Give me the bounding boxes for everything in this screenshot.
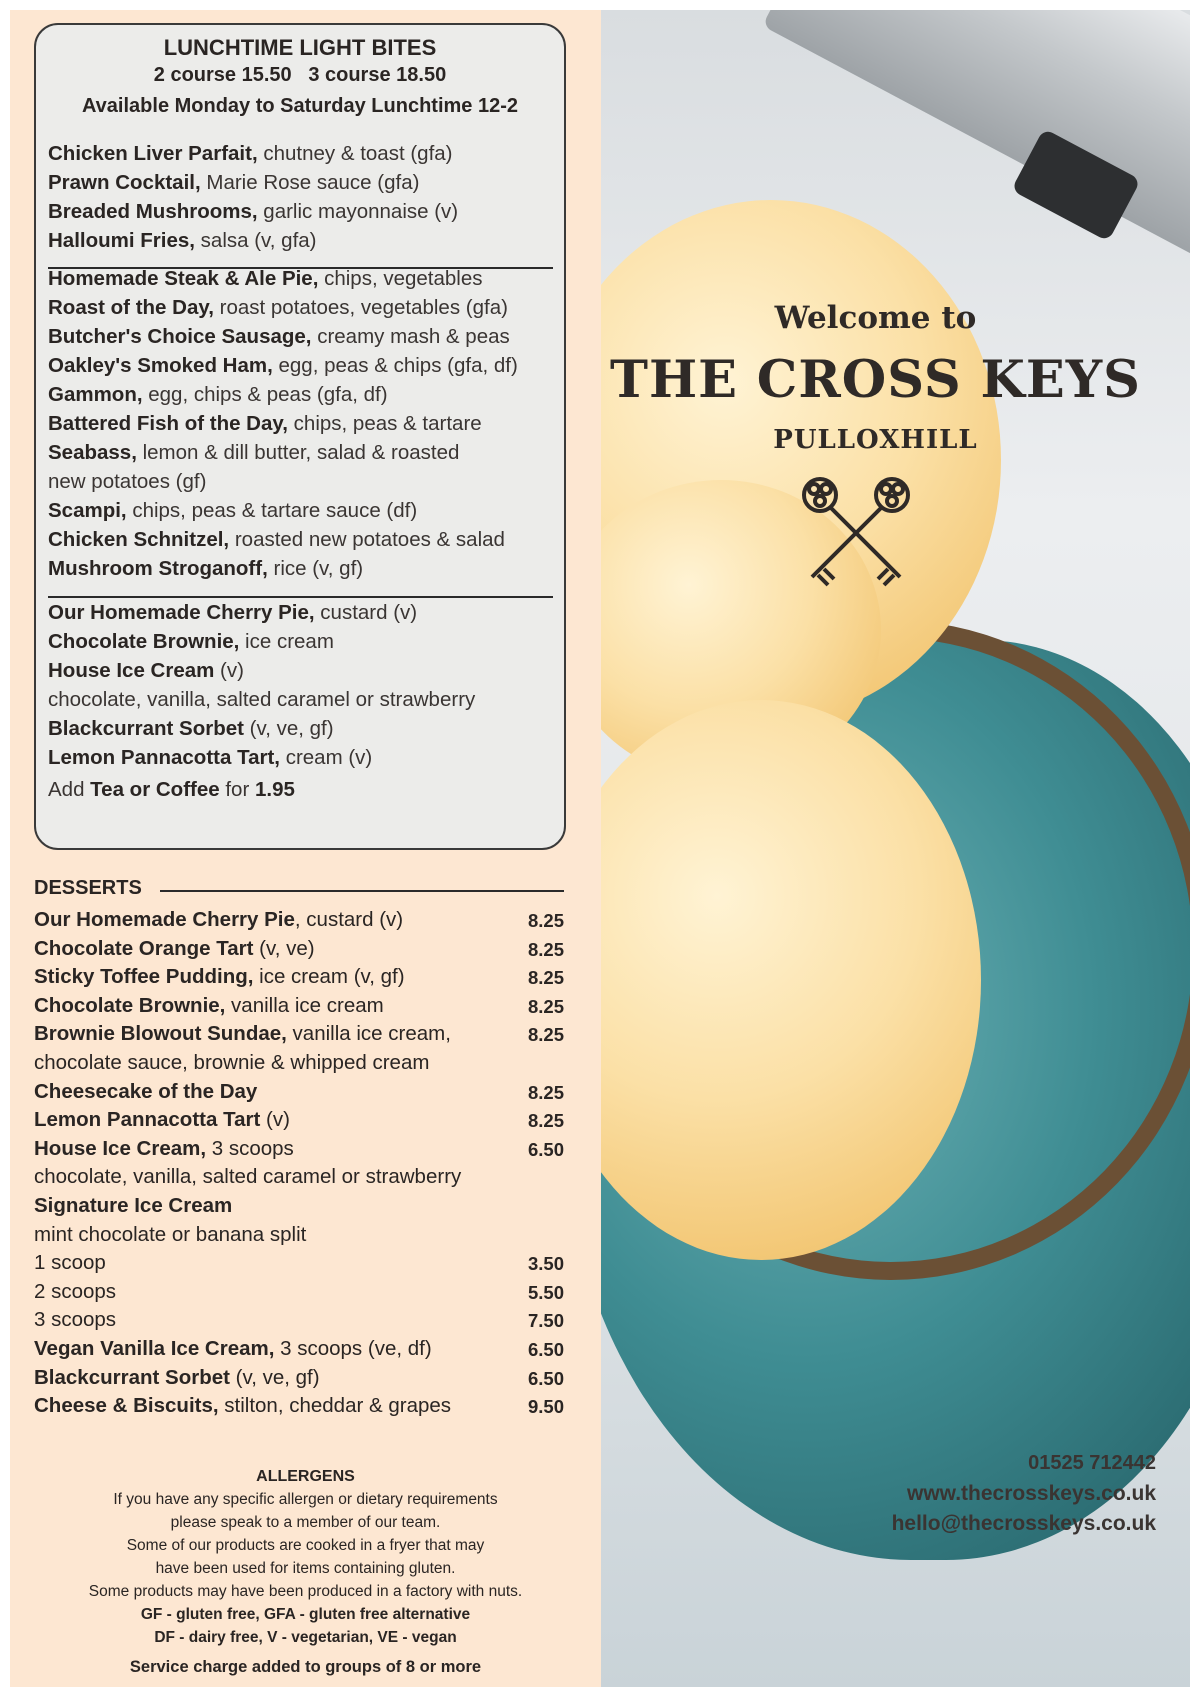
allergen-line: Some of our products are cooked in a fryer that may <box>126 1537 485 1554</box>
lunch-prices: 2 course 15.50 3 course 18.50 <box>153 64 447 86</box>
allergen-line: have been used for items containing gluten. <box>155 1560 456 1577</box>
allergen-line: If you have any specific allergen or dietary requirements <box>113 1491 498 1508</box>
dessert-name: House Ice Cream, <box>34 1136 207 1160</box>
dessert-item <box>34 1308 116 1332</box>
menu-panel <box>10 10 601 1687</box>
dietary-key: DF - dairy free, V - vegetarian, VE - vegan <box>154 1629 457 1646</box>
dessert-name: Chocolate Orange Tart <box>34 936 254 960</box>
lunch-item: Halloumi Fries, salsa (v, gfa) <box>48 229 317 252</box>
dessert-item <box>34 1223 306 1247</box>
pub-name: THE CROSS KEYS <box>610 350 1141 410</box>
dessert-price: 8.25 <box>528 1110 565 1132</box>
lunch-item: Seabass, lemon & dill butter, salad & roasted <box>48 441 460 464</box>
dessert-price: 8.25 <box>528 938 565 960</box>
dessert-description: 3 scoops <box>34 1308 117 1332</box>
lunch-item: new potatoes (gf) <box>48 470 207 493</box>
dessert-item <box>34 1165 461 1189</box>
dessert-price: 8.25 <box>528 995 565 1017</box>
menu-page <box>10 10 1190 1687</box>
dessert-name: Sticky Toffee Pudding, <box>34 965 254 989</box>
lunch-item: Oakley's Smoked Ham, egg, peas & chips (gfa, df) <box>48 354 518 377</box>
dessert-price: 8.25 <box>528 967 565 989</box>
lunch-item: Chicken Schnitzel, roasted new potatoes & salad <box>48 528 505 551</box>
service-charge-note: Service charge added to groups of 8 or more <box>129 1658 482 1676</box>
dessert-price: 8.25 <box>528 1024 565 1046</box>
section-divider <box>48 596 553 598</box>
dessert-item <box>34 1280 116 1304</box>
dessert-item <box>34 1337 432 1361</box>
dessert-price: 9.50 <box>528 1396 565 1418</box>
lunch-item: Prawn Cocktail, Marie Rose sauce (gfa) <box>48 171 420 194</box>
dessert-name: Cheese & Biscuits, <box>34 1394 219 1418</box>
pub-town: PULLOXHILL <box>773 425 978 455</box>
lunch-item: Chocolate Brownie, ice cream <box>48 630 334 653</box>
dessert-description: mint chocolate or banana split <box>34 1222 307 1246</box>
dessert-description: chocolate, vanilla, salted caramel or strawberry <box>34 1165 462 1189</box>
lunch-availability: Available Monday to Saturday Lunchtime 12-2 <box>81 95 519 117</box>
lunch-item: Mushroom Stroganoff, rice (v, gf) <box>48 557 364 580</box>
dessert-description: stilton, cheddar & grapes <box>218 1394 452 1418</box>
dessert-name: Chocolate Brownie, <box>34 993 226 1017</box>
phone-number: 01525 712442 <box>1028 1452 1156 1474</box>
desserts-heading-rule <box>160 890 564 892</box>
dessert-item <box>34 1137 294 1161</box>
lunch-item: Roast of the Day, roast potatoes, vegetables (gfa) <box>48 296 508 319</box>
dessert-item <box>34 1022 451 1046</box>
allergens-heading: ALLERGENS <box>256 1468 355 1485</box>
dessert-item <box>34 1108 290 1132</box>
dessert-name: Vegan Vanilla Ice Cream, <box>34 1337 275 1360</box>
dietary-key: GF - gluten free, GFA - gluten free alternative <box>140 1606 471 1623</box>
dessert-item <box>34 1251 106 1275</box>
dessert-price: 6.50 <box>528 1138 565 1160</box>
dessert-item <box>34 1366 320 1390</box>
allergen-line: Some products may have been produced in a factory with nuts. <box>88 1583 523 1600</box>
dessert-price: 6.50 <box>528 1367 565 1389</box>
allergen-line: please speak to a member of our team. <box>170 1514 441 1531</box>
dessert-name: Cheesecake of the Day <box>34 1079 258 1103</box>
dessert-description: (v) <box>260 1108 290 1132</box>
lunch-item: Our Homemade Cherry Pie, custard (v) <box>48 601 418 624</box>
dessert-price: 7.50 <box>528 1310 565 1332</box>
dessert-description: chocolate sauce, brownie & whipped cream <box>34 1051 430 1074</box>
dessert-name: Brownie Blowout Sundae, <box>34 1022 287 1046</box>
dessert-item <box>34 965 405 989</box>
lunch-item: Homemade Steak & Ale Pie, chips, vegetables <box>48 267 483 290</box>
dessert-name: Our Homemade Cherry Pie <box>34 908 295 931</box>
desserts-heading: DESSERTS <box>34 877 142 899</box>
dessert-item <box>34 1394 451 1418</box>
dessert-description: 2 scoops <box>34 1279 117 1303</box>
dessert-price: 5.50 <box>528 1281 565 1303</box>
dessert-name: Blackcurrant Sorbet <box>34 1365 230 1389</box>
dessert-price: 8.25 <box>528 910 565 931</box>
lunch-item: Blackcurrant Sorbet (v, ve, gf) <box>48 717 334 740</box>
dessert-price: 6.50 <box>528 1339 565 1360</box>
dessert-item <box>34 1051 429 1075</box>
dessert-item <box>34 994 384 1018</box>
lunch-item: Lemon Pannacotta Tart, cream (v) <box>48 746 373 769</box>
dessert-description: (v, ve) <box>253 936 315 960</box>
dessert-description: , custard (v) <box>294 908 404 931</box>
lunch-item: Butcher's Choice Sausage, creamy mash & peas <box>48 325 510 348</box>
lunch-item: chocolate, vanilla, salted caramel or strawberry <box>48 688 476 711</box>
dessert-description: vanilla ice cream, <box>286 1022 451 1046</box>
website-link[interactable]: www.thecrosskeys.co.uk <box>907 1482 1156 1505</box>
dessert-price: 8.25 <box>528 1081 565 1103</box>
crossed-keys-icon <box>796 473 916 593</box>
dessert-name: Signature Ice Cream <box>34 1194 233 1217</box>
lunch-box <box>34 23 566 850</box>
lunch-item: Chicken Liver Parfait, chutney & toast (gfa) <box>48 142 453 165</box>
lunch-item: Breaded Mushrooms, garlic mayonnaise (v) <box>48 200 459 223</box>
dessert-item <box>34 1080 257 1104</box>
lunch-item: Scampi, chips, peas & tartare sauce (df) <box>48 499 418 522</box>
dessert-description: vanilla ice cream <box>225 993 384 1017</box>
welcome-text: Welcome to <box>774 300 977 336</box>
dessert-item <box>34 937 315 961</box>
ice-cream-photo <box>601 10 1190 1687</box>
email-link[interactable]: hello@thecrosskeys.co.uk <box>891 1512 1156 1535</box>
dessert-description: ice cream (v, gf) <box>253 965 405 989</box>
dessert-description: 1 scoop <box>34 1251 106 1275</box>
dessert-item <box>34 908 403 932</box>
tea-coffee-offer: Add Tea or Coffee for 1.95 <box>48 778 295 801</box>
lunch-title: LUNCHTIME LIGHT BITES <box>163 35 437 60</box>
dessert-name: Lemon Pannacotta Tart <box>34 1108 261 1132</box>
dessert-price: 3.50 <box>528 1253 565 1275</box>
dessert-description: 3 scoops <box>206 1136 294 1160</box>
lunch-item: House Ice Cream (v) <box>48 659 244 682</box>
lunch-item: Battered Fish of the Day, chips, peas & tartare <box>48 412 482 435</box>
lunch-item: Gammon, egg, chips & peas (gfa, df) <box>48 383 388 406</box>
dessert-description: (v, ve, gf) <box>229 1365 320 1389</box>
dessert-description: 3 scoops (ve, df) <box>274 1337 432 1360</box>
dessert-item <box>34 1194 232 1218</box>
